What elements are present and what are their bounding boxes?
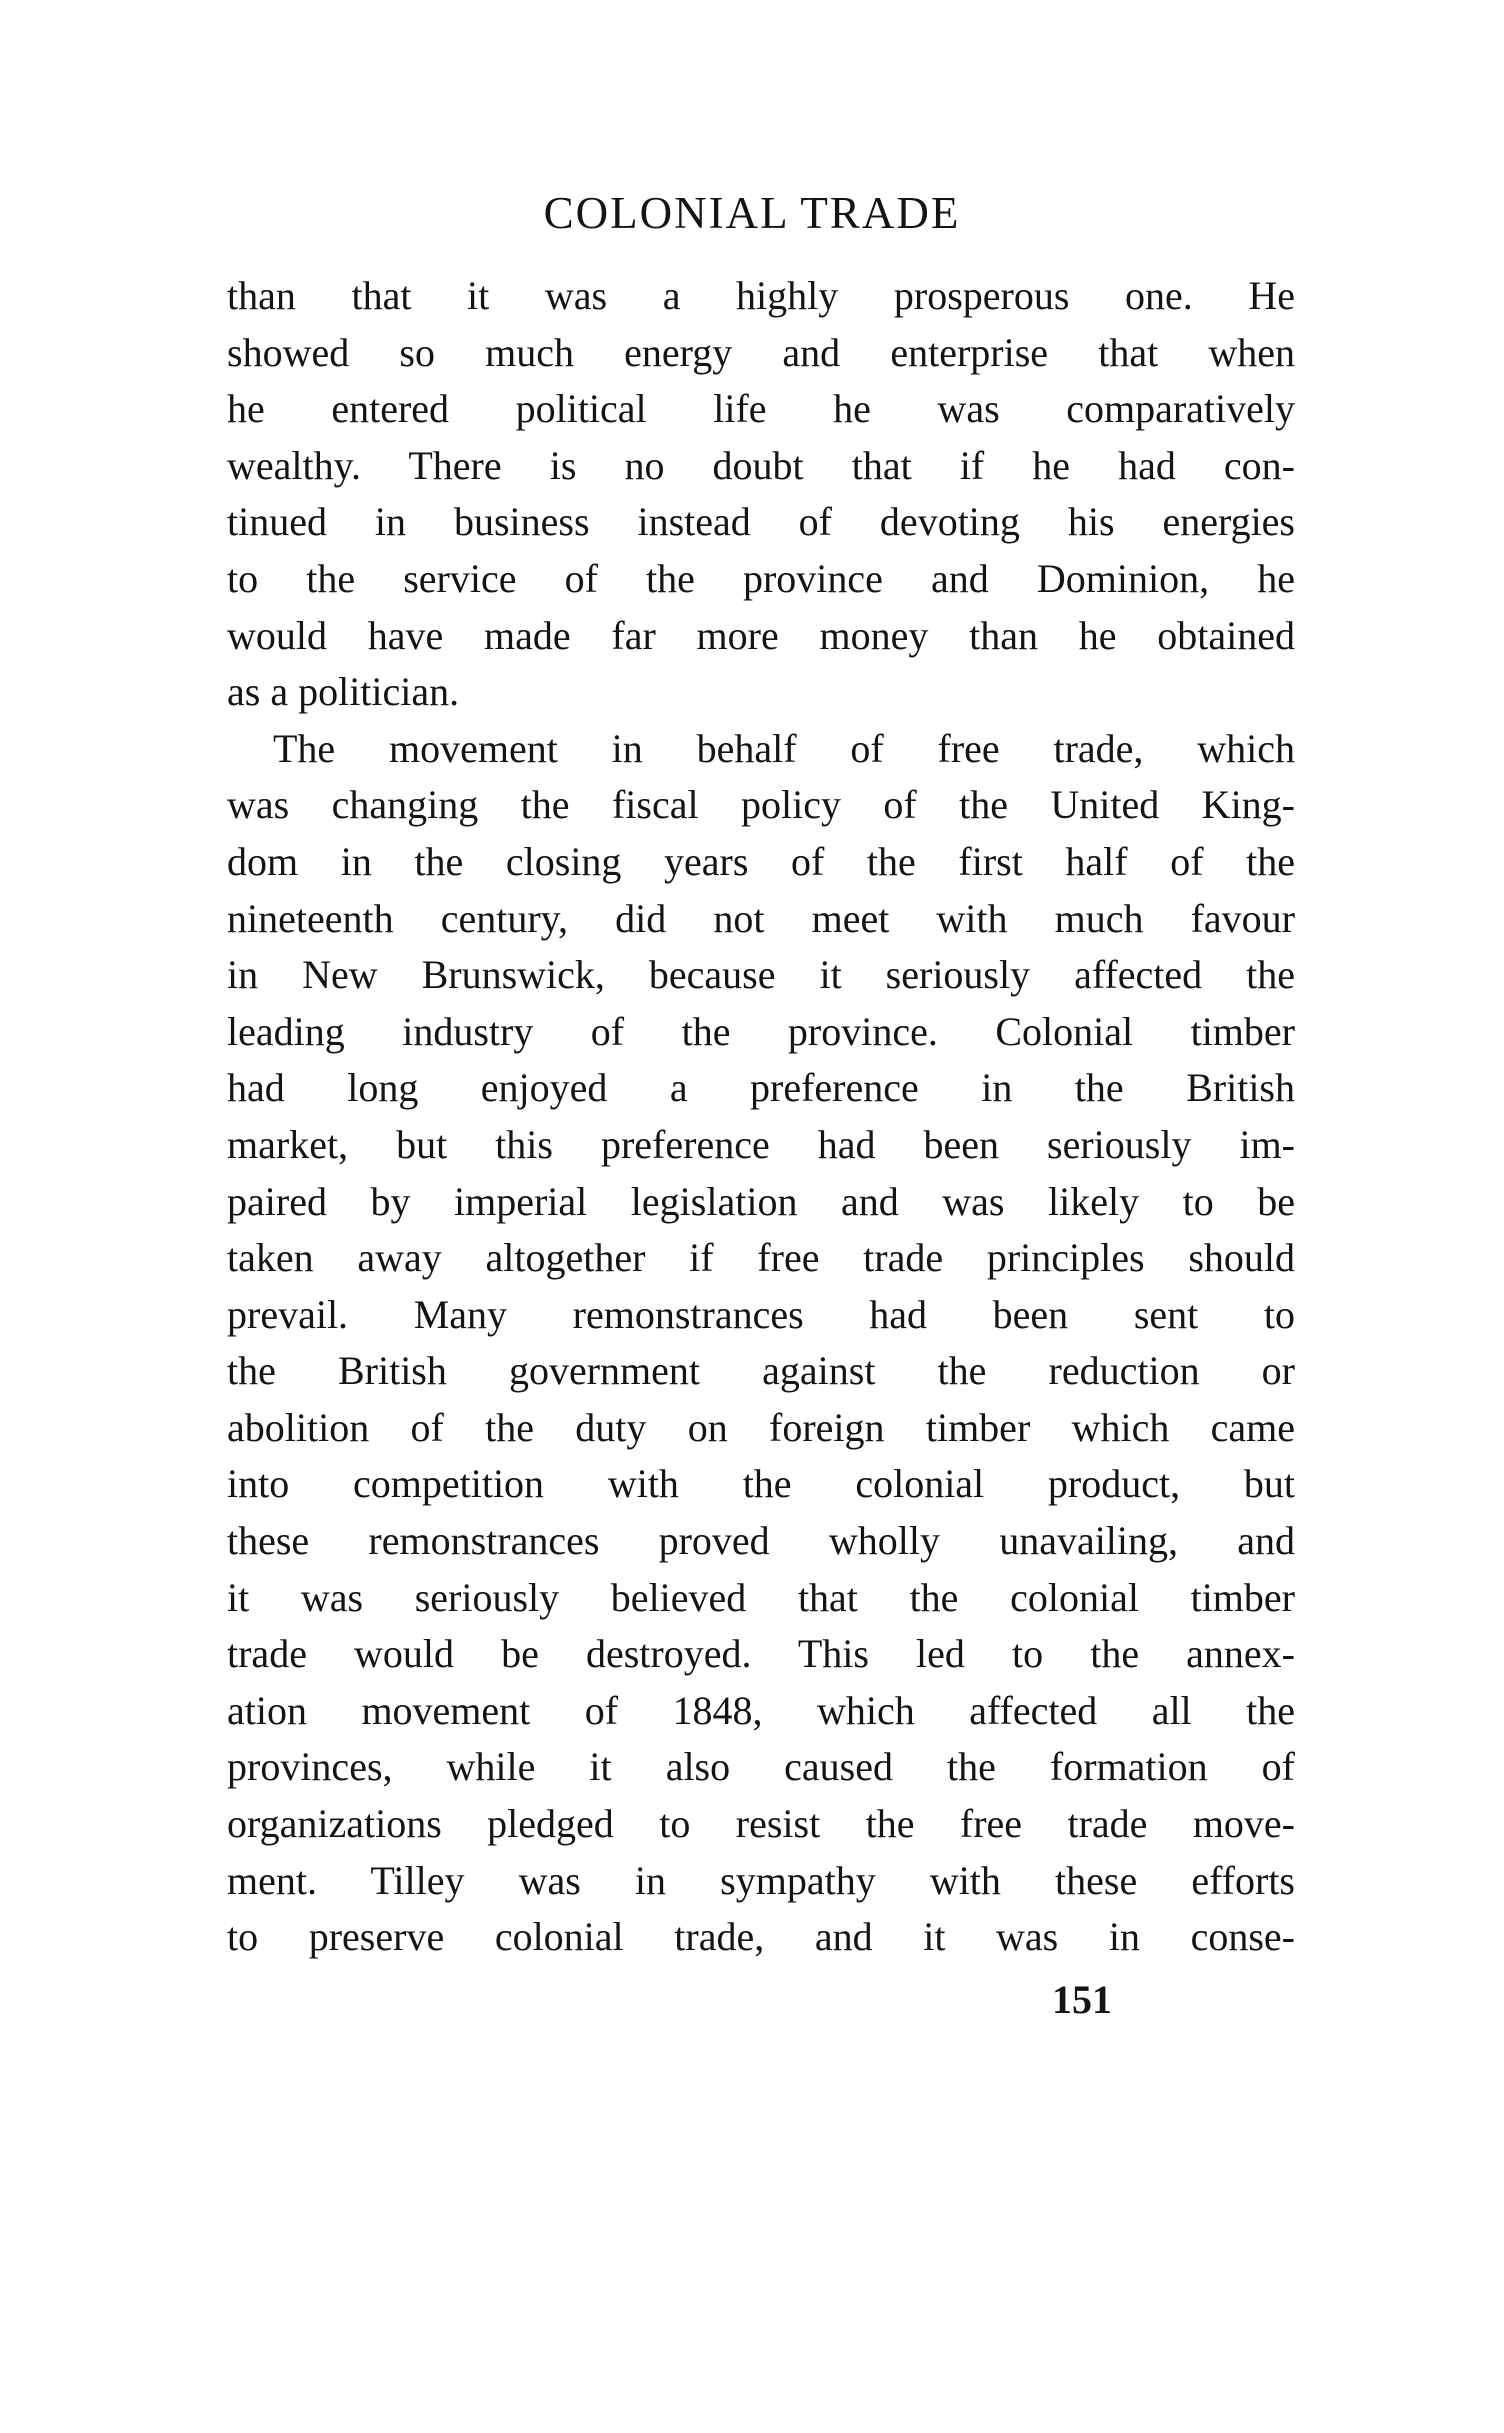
text-line: showed so much energy and enterprise that when — [227, 329, 1295, 375]
text-line: was changing the fiscal policy of the United King- — [227, 782, 1295, 828]
text-line: The movement in behalf of free trade, which — [273, 725, 1295, 771]
text-line: wealthy. There is no doubt that if he had con- — [227, 442, 1295, 488]
text-line: trade would be destroyed. This led to the annex- — [227, 1631, 1295, 1677]
text-line: organizations pledged to resist the free trade move- — [227, 1801, 1295, 1847]
text-line: abolition of the duty on foreign timber which came — [227, 1404, 1295, 1450]
running-title: COLONIAL TRADE — [543, 188, 961, 238]
text-line: it was seriously believed that the colonial timber — [227, 1574, 1295, 1620]
body-text — [227, 268, 1295, 1966]
text-line: he entered political life he was comparatively — [227, 386, 1295, 432]
text-line: leading industry of the province. Colonial timber — [227, 1008, 1295, 1054]
text-line: would have made far more money than he obtained — [227, 612, 1295, 658]
text-line: taken away altogether if free trade principles should — [227, 1235, 1295, 1281]
text-line: than that it was a highly prosperous one. He — [227, 273, 1295, 318]
text-line: these remonstrances proved wholly unavailing, and — [227, 1518, 1295, 1564]
text-line: market, but this preference had been seriously im- — [227, 1121, 1295, 1167]
text-line: as a politician. — [227, 669, 460, 715]
text-line: paired by imperial legislation and was likely to be — [227, 1178, 1295, 1224]
text-line: provinces, while it also caused the formation of — [227, 1744, 1295, 1790]
text-line: ation movement of 1848, which affected all the — [227, 1687, 1295, 1733]
text-line: nineteenth century, did not meet with much favour — [227, 895, 1295, 941]
text-line: dom in the closing years of the first half of the — [227, 838, 1295, 884]
text-line: ment. Tilley was in sympathy with these efforts — [227, 1857, 1295, 1903]
text-line: had long enjoyed a preference in the British — [227, 1065, 1295, 1111]
text-line: into competition with the colonial product, but — [227, 1461, 1295, 1507]
text-line: prevail. Many remonstrances had been sent to — [227, 1291, 1295, 1337]
text-line: in New Brunswick, because it seriously affected the — [227, 952, 1295, 998]
page-number: 151 — [1052, 1977, 1112, 2022]
text-line: the British government against the reduction or — [227, 1348, 1295, 1394]
text-line: to preserve colonial trade, and it was in conse- — [227, 1914, 1295, 1960]
text-line: tinued in business instead of devoting his energies — [227, 499, 1295, 545]
text-line: to the service of the province and Dominion, he — [227, 555, 1295, 601]
